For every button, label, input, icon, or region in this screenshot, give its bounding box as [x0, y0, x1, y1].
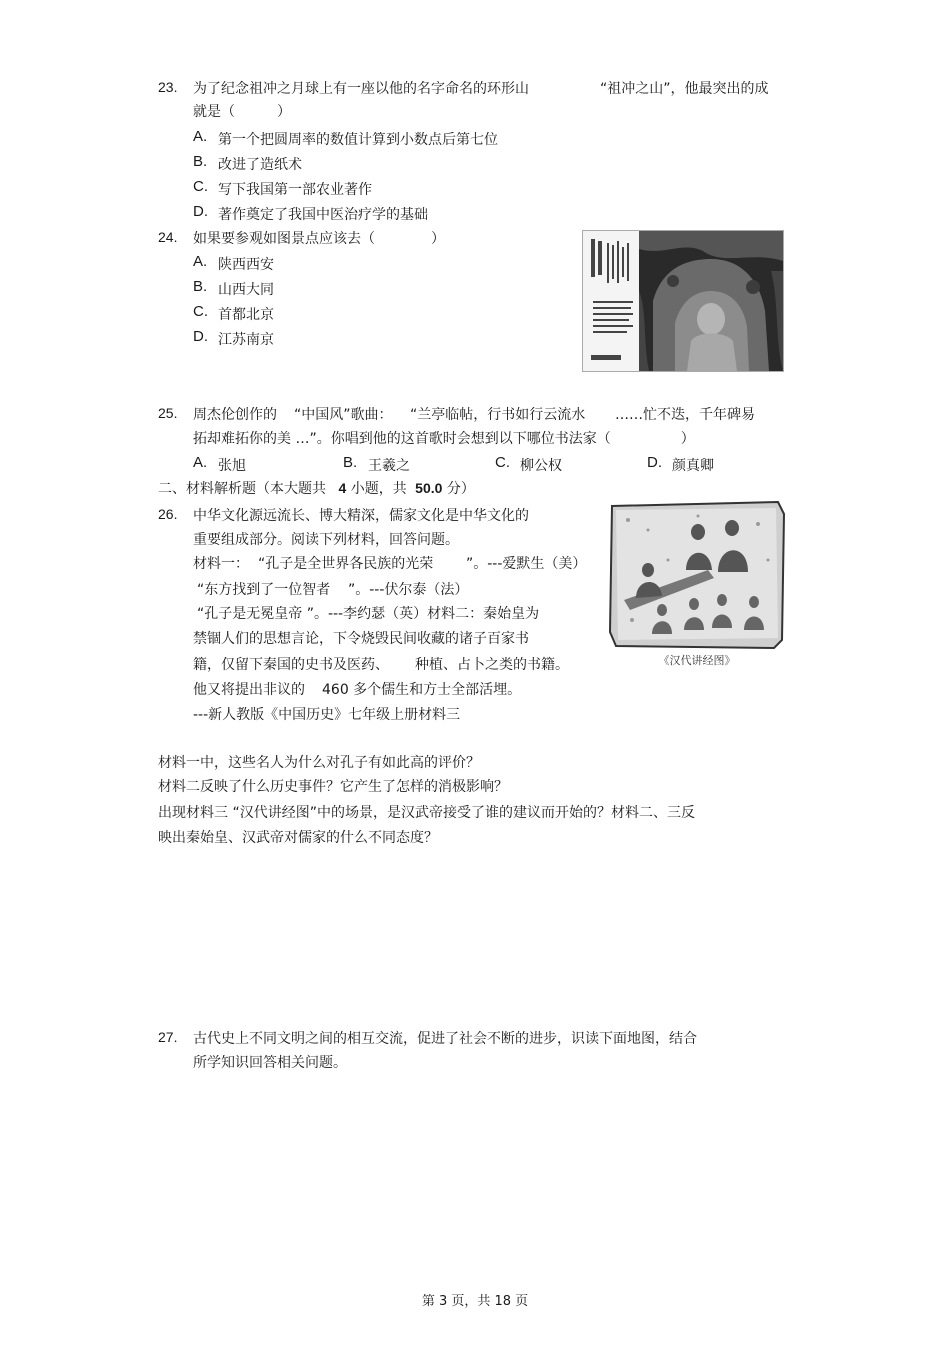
q23-option-d-letter: D. [193, 203, 208, 220]
han-lecture-image [608, 500, 786, 670]
q27-stem-line2: 所学知识回答相关问题。 [193, 1055, 347, 1071]
q26-material2-line2: 禁锢人们的思想言论，下令烧毁民间收藏的诸子百家书 [193, 631, 529, 647]
q25-option-d-text: 颜真卿 [672, 458, 714, 474]
section-heading-e: 分） [446, 481, 475, 497]
q26-material1-quote: “孔子是全世界各民族的光荣 [258, 556, 434, 572]
q24-option-c-letter: C. [193, 303, 208, 320]
q25-stem-part-c: “兰亭临帖，行书如行云流水 [410, 407, 586, 423]
q26-question-1: 材料一中，这些名人为什么对孔子有如此高的评价？ [158, 755, 480, 771]
han-lecture-caption: 《汉代讲经图》 [658, 654, 736, 667]
q25-stem-line2: 拓却难拓你的美 …”。你唱到他的这首歌时会想到以下哪位书法家（ ） [193, 431, 695, 447]
q26-material2-line4b: 460 多个儒生和方士全部活埋。 [322, 682, 522, 698]
q24-option-b-text: 山西大同 [218, 282, 274, 298]
q24-option-c-text: 首都北京 [218, 307, 274, 323]
q23-option-c-letter: C. [193, 178, 208, 195]
han-lecture-scene-icon [608, 500, 786, 650]
q25-stem-part-a: 周杰伦创作的 [193, 407, 277, 423]
q27-stem-line1: 古代史上不同文明之间的相互交流，促进了社会不断的进步，识读下面地图，结合 [193, 1031, 697, 1047]
q25-option-a-text: 张旭 [218, 458, 246, 474]
q24-stem: 如果要参观如图景点应该去（ ） [193, 231, 445, 247]
section-heading-c: 小题，共 [350, 481, 407, 497]
q25-option-c-text: 柳公权 [520, 458, 562, 474]
q24-option-d-letter: D. [193, 328, 208, 345]
q26-question-4: 映出秦始皇、汉武帝对儒家的什么不同态度？ [158, 830, 438, 846]
q23-option-b-text: 改进了造纸术 [218, 157, 302, 173]
q25-number: 25. [158, 405, 178, 421]
q26-question-2: 材料二反映了什么历史事件？它产生了怎样的消极影响？ [158, 779, 508, 795]
q23-stem-line1a: 为了纪念祖冲之月球上有一座以他的名字命名的环形山 [193, 81, 529, 97]
q24-number: 24. [158, 229, 178, 245]
q25-option-c-letter: C. [495, 454, 510, 471]
q23-number: 23. [158, 79, 178, 95]
q26-material1-label: 材料一： [193, 556, 249, 572]
q26-number: 26. [158, 506, 178, 522]
section-heading [158, 478, 475, 498]
q26-material1-quote2: “东方找到了一位智者 [197, 582, 331, 598]
q23-option-a-letter: A. [193, 128, 208, 145]
page-footer: 第 3 页，共 18 页 [421, 1294, 529, 1309]
q24-option-b-letter: B. [193, 278, 208, 295]
grotto-photo [582, 230, 784, 372]
q26-material2-line3a: 籍，仅留下秦国的史书及医药、 [193, 657, 389, 673]
q25-option-b-letter: B. [343, 454, 358, 471]
q24-option-a-letter: A. [193, 253, 208, 270]
q26-material1-source: ”。---爱默生（美） [466, 556, 587, 572]
q26-material2-line4a: 他又将提出非议的 [193, 682, 305, 698]
q25-option-d-letter: D. [647, 454, 662, 471]
q27-number: 27. [158, 1029, 178, 1045]
q23-option-a-text: 第一个把圆周率的数值计算到小数点后第七位 [218, 132, 498, 148]
q23-stem-line2: 就是（ ） [193, 104, 291, 120]
q24-option-a-text: 陕西西安 [218, 257, 274, 273]
q26-intro-line2: 重要组成部分。阅读下列材料，回答问题。 [193, 532, 459, 548]
q25-option-b-text: 王羲之 [368, 458, 410, 474]
section-question-count: 4 [338, 480, 347, 496]
q25-stem-part-d: ……忙不迭，千年碑易 [615, 407, 755, 423]
section-total-score: 50.0 [415, 480, 443, 496]
q23-option-d-text: 著作奠定了我国中医治疗学的基础 [218, 207, 428, 223]
q23-stem-line1b: “祖冲之山”，他最突出的成 [600, 81, 769, 97]
grotto-photo-icon [583, 231, 783, 371]
q26-material2-line3b: 种植、占卜之类的书籍。 [415, 657, 569, 673]
q25-option-a-letter: A. [193, 454, 208, 471]
section-heading-a: 二、材料解析题（本大题共 [158, 481, 326, 497]
q26-material1-source2: ”。---伏尔泰（法） [348, 582, 469, 598]
q23-option-b-letter: B. [193, 153, 208, 170]
q23-option-c-text: 写下我国第一部农业著作 [218, 182, 372, 198]
q26-material3-source: ---新人教版《中国历史》七年级上册材料三 [193, 707, 461, 723]
q26-material1-quote3: “孔子是无冕皇帝 ”。---李约瑟（英）材料二：秦始皇为 [197, 606, 540, 622]
q26-intro-line1: 中华文化源远流长、博大精深，儒家文化是中华文化的 [193, 508, 529, 524]
q26-question-3: 出现材料三 “汉代讲经图”中的场景，是汉武帝接受了谁的建议而开始的？材料二、三反 [158, 805, 695, 821]
q24-option-d-text: 江苏南京 [218, 332, 274, 348]
q25-stem-part-b: “中国风”歌曲： [294, 407, 393, 423]
